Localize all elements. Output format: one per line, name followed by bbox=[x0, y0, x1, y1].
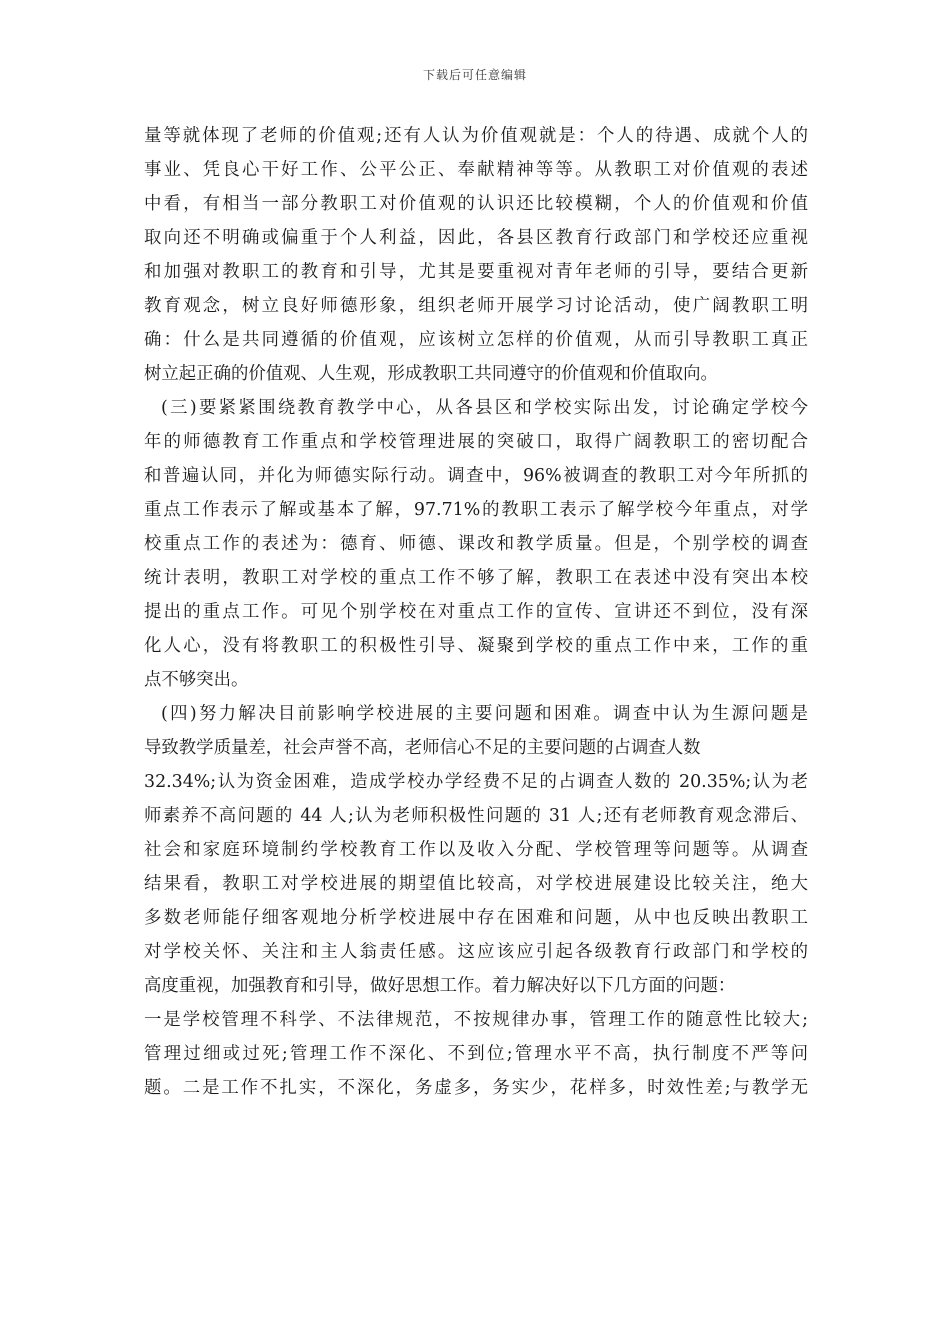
text-line: 提出的重点工作。可见个别学校在对重点工作的宣传、宣讲还不到位，没有深 bbox=[144, 602, 808, 622]
text-line: 重点工作表示了解或基本了解，97.71%的教职工表示了解学校今年重点，对学 bbox=[144, 500, 808, 520]
text-line: 取向还不明确或偏重于个人利益，因此，各县区教育行政部门和学校还应重视 bbox=[144, 228, 808, 248]
text-line: 中看，有相当一部分教职工对价值观的认识还比较模糊，个人的价值观和价值 bbox=[144, 194, 808, 214]
text-line: 社会和家庭环境制约学校教育工作以及收入分配、学校管理等问题等。从调查 bbox=[144, 840, 808, 860]
text-line: 师素养不高问题的 44 人;认为老师积极性问题的 31 人;还有老师教育观念滞后、 bbox=[144, 806, 808, 826]
text-line: 对学校关怀、关注和主人翁责任感。这应该应引起各级教育行政部门和学校的 bbox=[144, 942, 808, 962]
text-line: 一是学校管理不科学、不法律规范，不按规律办事，管理工作的随意性比较大; bbox=[144, 1010, 808, 1030]
text-line: 和加强对教职工的教育和引导，尤其是要重视对青年老师的引导，要结合更新 bbox=[144, 262, 808, 282]
text-line: 量等就体现了老师的价值观;还有人认为价值观就是：个人的待遇、成就个人的 bbox=[144, 126, 808, 146]
text-line: 教育观念，树立良好师德形象，组织老师开展学习讨论活动，使广阔教职工明 bbox=[144, 296, 808, 316]
text-line: 和普遍认同，并化为师德实际行动。调查中，96%被调查的教职工对今年所抓的 bbox=[144, 466, 808, 486]
text-line: 32.34%;认为资金困难，造成学校办学经费不足的占调查人数的 20.35%;认为老 bbox=[144, 772, 808, 792]
text-line: 管理过细或过死;管理工作不深化、不到位;管理水平不高，执行制度不严等问 bbox=[144, 1044, 808, 1064]
text-line: 高度重视，加强教育和引导，做好思想工作。着力解决好以下几方面的问题： bbox=[144, 976, 736, 996]
page-header: 下载后可任意编辑 bbox=[422, 68, 527, 82]
text-line: 校重点工作的表述为：德育、师德、课改和教学质量。但是，个别学校的调查 bbox=[144, 534, 808, 554]
text-line: 确：什么是共同遵循的价值观，应该树立怎样的价值观，从而引导教职工真正 bbox=[144, 330, 808, 350]
text-line: 结果看，教职工对学校进展的期望值比较高，对学校进展建设比较关注，绝大 bbox=[144, 874, 808, 894]
paragraph-2 bbox=[144, 391, 808, 697]
paragraph-1 bbox=[144, 119, 808, 391]
text-line: 化人心，没有将教职工的积极性引导、凝聚到学校的重点工作中来，工作的重 bbox=[144, 636, 808, 656]
text-line: 事业、凭良心干好工作、公平公正、奉献精神等等。从教职工对价值观的表述 bbox=[144, 160, 808, 180]
document-body bbox=[144, 119, 808, 1105]
text-line: 导致教学质量差，社会声誉不高，老师信心不足的主要问题的占调查人数 bbox=[144, 738, 701, 758]
text-line: 树立起正确的价值观、人生观，形成教职工共同遵守的价值观和价值取向。 bbox=[144, 364, 718, 384]
paragraph-3 bbox=[144, 697, 808, 1105]
text-line: 年的师德教育工作重点和学校管理进展的突破口，取得广阔教职工的密切配合 bbox=[144, 432, 808, 452]
text-line: 题。二是工作不扎实，不深化，务虚多，务实少，花样多，时效性差;与教学无 bbox=[144, 1078, 808, 1098]
text-line: (三)要紧紧围绕教育教学中心，从各县区和学校实际出发，讨论确定学校今 bbox=[161, 398, 808, 418]
text-line: 统计表明，教职工对学校的重点工作不够了解，教职工在表述中没有突出本校 bbox=[144, 568, 808, 588]
text-line: 点不够突出。 bbox=[144, 670, 249, 690]
text-line: 多数老师能仔细客观地分析学校进展中存在困难和问题，从中也反映出教职工 bbox=[144, 908, 808, 928]
text-line: (四)努力解决目前影响学校进展的主要问题和困难。调查中认为生源问题是 bbox=[161, 704, 808, 724]
